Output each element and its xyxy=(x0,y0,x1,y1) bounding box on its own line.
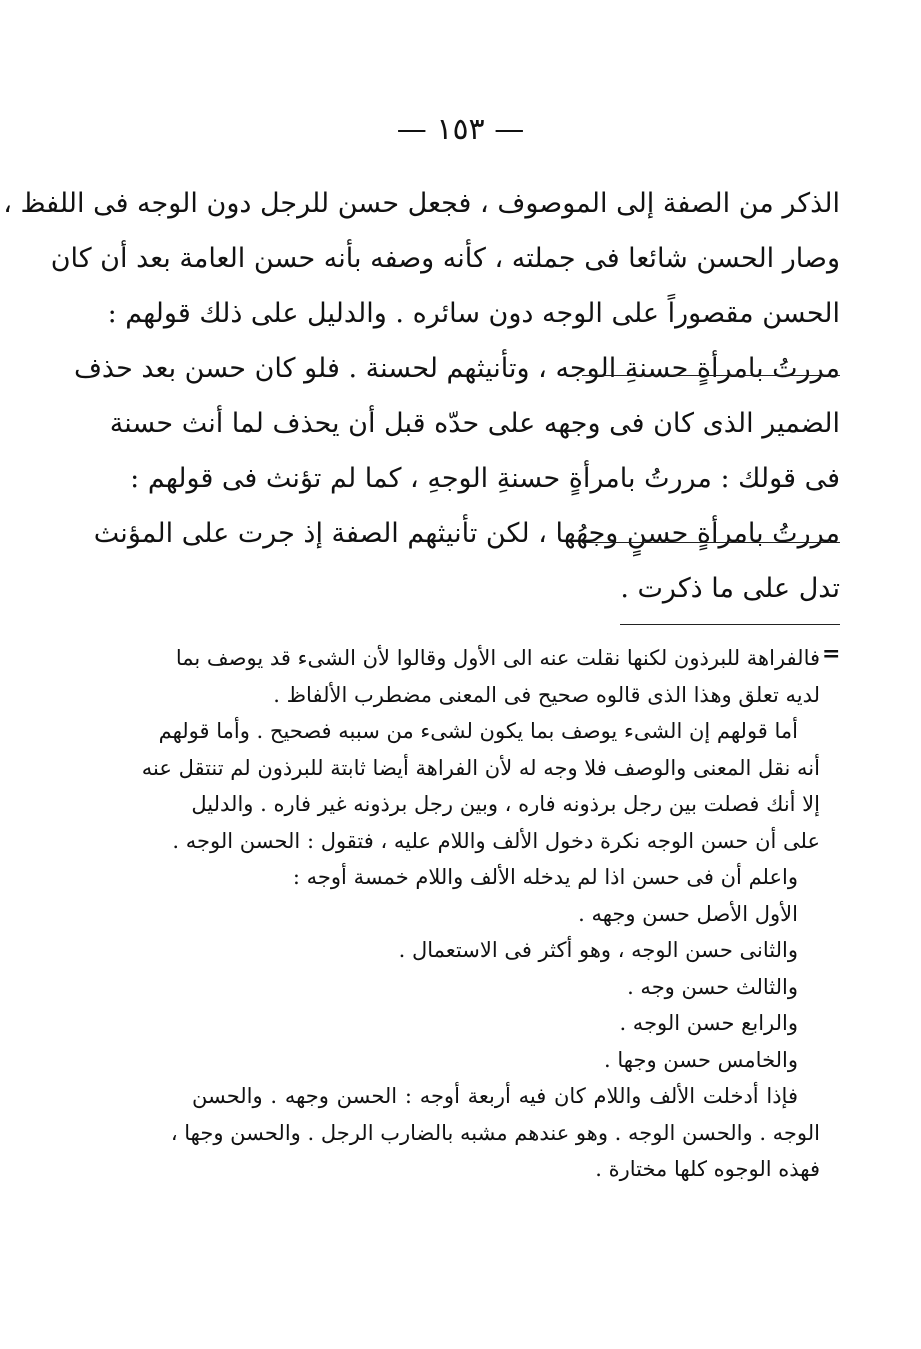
footnote-line: لديه تعلق وهذا الذى قالوه صحيح فى المعنى مضطرب الألفاظ . xyxy=(273,682,820,707)
footnote-line: على أن حسن الوجه نكرة دخول الألف واللام عليه ، فتقول : الحسن الوجه . xyxy=(172,828,820,853)
footnote-line: والرابع حسن الوجه . xyxy=(619,1011,798,1035)
footnote-line: فهذه الوجوه كلها مختارة . xyxy=(595,1157,820,1181)
footnote-line: أنه نقل المعنى والوصف فلا وجه له لأن الفراهة أيضا ثابتة للبرذون لم تنتقل عنه xyxy=(141,755,820,780)
footnote-line: الأول الأصل حسن وجهه . xyxy=(578,901,798,926)
main-text-line: الذكر من الصفة إلى الموصوف ، فجعل حسن للرجل دون الوجه فى اللفظ ، xyxy=(3,188,840,219)
example-underline xyxy=(582,375,840,376)
main-text-line: مررتُ بامرأةٍ حسنٍ وجهُها ، لكن تأنيثهم الصفة إذ جرت على المؤنث xyxy=(93,518,840,549)
footnote-line: الوجه . والحسن الوجه . وهو عندهم مشبه بالضارب الرجل . والحسن وجها ، xyxy=(170,1120,820,1145)
footnote-line: والثانى حسن الوجه ، وهو أكثر فى الاستعمال . xyxy=(398,938,798,962)
main-text-line: تدل على ما ذكرت . xyxy=(620,573,840,604)
footnote-separator xyxy=(620,624,840,625)
footnote-line: إلا أنك فصلت بين رجل برذونه فاره ، وبين رجل برذونه غير فاره . والدليل xyxy=(191,792,820,816)
footnote-line: والثالث حسن وجه . xyxy=(627,974,798,999)
footnote-line: والخامس حسن وجها . xyxy=(604,1047,798,1072)
footnote-line: فالفراهة للبرذون لكنها نقلت عنه الى الأول وقالوا لأن الشىء قد يوصف بما xyxy=(175,646,820,670)
main-text-line: مررتُ بامرأةٍ حسنةِ الوجه ، وتأنيثهم لحسنة . فلو كان حسن بعد حذف xyxy=(73,353,840,384)
main-text-line: وصار الحسن شائعا فى جملته ، كأنه وصفه بأنه حسن العامة بعد أن كان xyxy=(50,243,840,274)
footnote-block xyxy=(141,640,820,1188)
footnote-line: أما قولهم إن الشىء يوصف بما يكون لشىء من سببه فصحيح . وأما قولهم xyxy=(158,719,798,743)
main-text-line: فى قولك : مررتُ بامرأةٍ حسنةِ الوجهِ ، كما لم تؤنث فى قولهم : xyxy=(130,463,840,494)
main-text-block xyxy=(3,176,840,616)
main-text-line: الحسن مقصوراً على الوجه دون سائره . والدليل على ذلك قولهم : xyxy=(107,298,840,329)
page-number: — ١٥٣ — xyxy=(396,112,525,147)
footnote-line: واعلم أن فى حسن اذا لم يدخله الألف واللام خمسة أوجه : xyxy=(292,865,798,889)
footnote-continuation-mark: = xyxy=(822,641,841,667)
footnote-line: فإذا أدخلت الألف واللام كان فيه أربعة أوجه : الحسن وجهه . والحسن xyxy=(192,1084,798,1108)
example-underline xyxy=(582,542,840,543)
main-text-line: الضمير الذى كان فى وجهه على حدّه قبل أن يحذف لما أنث حسنة xyxy=(109,408,840,439)
